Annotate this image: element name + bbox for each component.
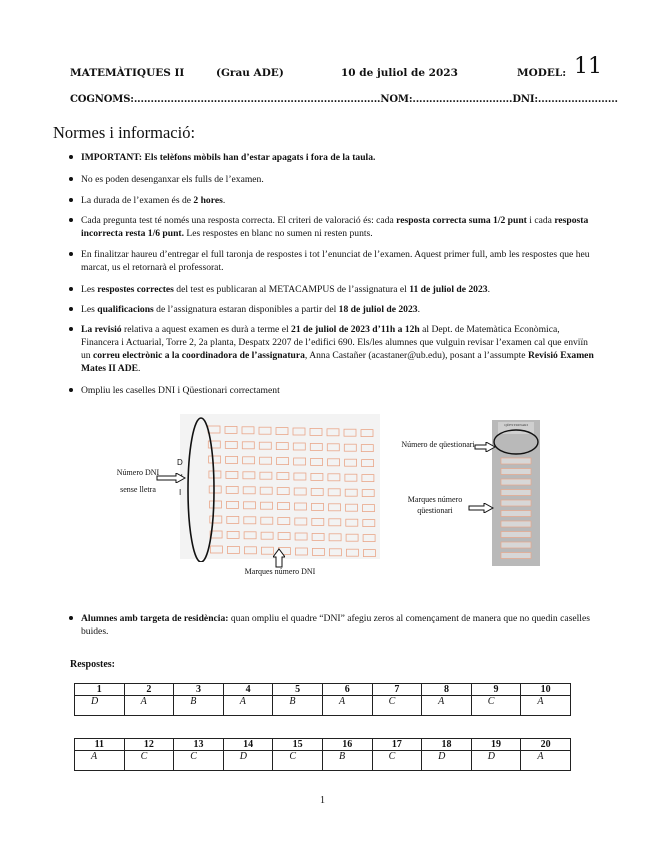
bullet-text: Les qualificacions de l’assignatura estaran disponibles a partir del 18 de juliol de 2023.	[81, 304, 420, 315]
bullet-dot	[69, 177, 73, 181]
dni-figure	[110, 412, 380, 582]
answer-cell: C	[174, 751, 224, 771]
bullet-text: Ompliu les caselles DNI i Qüestionari correctament	[81, 385, 280, 396]
question-number: 20	[521, 739, 571, 751]
sheet-cell	[501, 532, 531, 538]
answers-value-row	[75, 751, 571, 771]
answer-cell: A	[124, 696, 174, 716]
answer-cell: A	[322, 696, 372, 716]
model-number: 11	[574, 54, 602, 79]
section-title: Normes i informació:	[53, 123, 196, 142]
sheet-cell	[501, 479, 531, 485]
questionnaire-marks-label-1: Marques número	[407, 495, 463, 504]
sheet-cell	[501, 458, 531, 464]
question-number: 16	[322, 739, 372, 751]
dni-letter: I	[179, 488, 182, 497]
dni-grid-illustration	[180, 412, 380, 562]
question-number: 19	[471, 739, 521, 751]
bullet-dot	[69, 616, 73, 620]
question-number: 14	[223, 739, 273, 751]
bullet-text: Les respostes correctes del test es publicaran al METACAMPUS de l’assignatura el 11 de juliol de 2023.	[81, 284, 490, 295]
bullet-item	[70, 303, 598, 316]
exam-date: 10 de juliol de 2023	[341, 67, 458, 79]
questionnaire-header: QÜESTIONARI	[504, 423, 528, 427]
questionnaire-figure	[400, 420, 560, 570]
question-number: 2	[124, 684, 174, 696]
questionnaire-column-illustration	[492, 420, 542, 566]
answer-cell: A	[422, 696, 472, 716]
bullet-item	[70, 194, 598, 207]
answer-cell: D	[422, 751, 472, 771]
bullet-item	[70, 384, 598, 397]
model-label-text: MODEL:	[517, 67, 567, 79]
sheet-cell	[501, 553, 531, 559]
question-number: 17	[372, 739, 422, 751]
questionnaire-number-label: Número de qüestionari	[401, 440, 475, 449]
answer-cell: D	[75, 696, 125, 716]
answers-title: Respostes:	[70, 659, 115, 670]
answers-table-2	[74, 738, 571, 771]
answer-cell: A	[223, 696, 273, 716]
arrow-right-icon	[156, 473, 186, 483]
answer-cell: B	[174, 696, 224, 716]
bullet-item	[70, 151, 598, 164]
bullet-dot	[69, 327, 73, 331]
arrow-right-icon	[468, 503, 494, 513]
question-number: 1	[75, 684, 125, 696]
bullet-dot	[69, 155, 73, 159]
answer-cell: B	[273, 696, 323, 716]
dni-number-label: Número DNI	[116, 468, 160, 477]
sheet-cell	[501, 469, 531, 475]
bullet-dot	[69, 388, 73, 392]
answer-cell: C	[273, 751, 323, 771]
sheet-cell	[501, 511, 531, 517]
question-number: 6	[322, 684, 372, 696]
bullet-item	[70, 612, 598, 638]
question-number: 13	[174, 739, 224, 751]
bullet-text: La durada de l’examen és de 2 hores.	[81, 195, 226, 206]
bullet-text: Cada pregunta test té només una resposta correcta. El criteri de valoració és: cada resposta correcta suma 1/2 punt i cada resposta incorrecta resta 1/6 punt. Les respostes en blanc no sumen ni resten punts.	[81, 215, 589, 239]
answers-table-1	[74, 683, 571, 716]
bullet-dot	[69, 252, 73, 256]
bullet-dot	[69, 198, 73, 202]
question-number: 15	[273, 739, 323, 751]
bullet-item	[70, 214, 598, 240]
bullet-dot	[69, 307, 73, 311]
bullet-item	[70, 173, 598, 186]
question-number: 12	[124, 739, 174, 751]
sheet-cell	[501, 490, 531, 496]
question-number: 7	[372, 684, 422, 696]
answers-value-row	[75, 696, 571, 716]
answer-cell: A	[75, 751, 125, 771]
bullet-dot	[69, 218, 73, 222]
bullet-text: No es poden desenganxar els fulls de l’examen.	[81, 174, 264, 185]
subject: MATEMÀTIQUES II	[70, 67, 185, 79]
bullet-text: La revisió relativa a aquest examen es durà a terme el 21 de juliol de 2023 d’11h a 12h al Dept. de Matemàtica Econòmica, Financera i Actuarial, Torre 2, 2a planta, Despatx 2207 de l’edifici 690. Els/les alumnes que vulguin revisar l’examen cal que enviïn un correu electrònic a la coordinadora de l’assignatura, Anna Castañer (acastaner@ub.edu), posant a l’assumpte Revisió Examen Mates II ADE.	[81, 324, 594, 374]
questionnaire-marks-label-2: qüestionari	[417, 506, 453, 515]
question-number: 5	[273, 684, 323, 696]
bullet-item	[70, 323, 598, 375]
answers-number-row	[75, 684, 571, 696]
dni-marks-label: Marques número DNI	[244, 567, 316, 576]
bullet-text: Alumnes amb targeta de residència: quan ompliu el quadre “DNI” afegiu zeros al començament de manera que no quedin caselles buides.	[81, 613, 590, 637]
answers-number-row	[75, 739, 571, 751]
question-number: 18	[422, 739, 472, 751]
arrow-right-icon	[474, 442, 496, 452]
names-line: COGNOMS:..........................................................................NOM:..............................DNI:........................	[70, 94, 618, 105]
degree: (Grau ADE)	[216, 67, 284, 79]
bullet-text: En finalitzar haureu d’entregar el full taronja de respostes i tot l’enunciat de l’examen. Aquest primer full, amb les respostes que heu marcat, us el retornarà el professorat.	[81, 249, 590, 273]
question-number: 8	[422, 684, 472, 696]
answer-cell: B	[322, 751, 372, 771]
question-number: 9	[471, 684, 521, 696]
bullet-dot	[69, 287, 73, 291]
sheet-cell	[501, 521, 531, 527]
answer-cell: D	[223, 751, 273, 771]
answer-cell: C	[372, 751, 422, 771]
sheet-cell	[501, 542, 531, 548]
question-number: 11	[75, 739, 125, 751]
question-number: 4	[223, 684, 273, 696]
bullet-item	[70, 283, 598, 296]
sheet-cell	[501, 500, 531, 506]
dni-noletter-label: sense lletra	[120, 485, 156, 494]
bullet-item	[70, 248, 598, 274]
answer-cell: D	[471, 751, 521, 771]
page-number: 1	[320, 795, 325, 806]
dni-letter: D	[177, 458, 183, 467]
answer-cell: C	[471, 696, 521, 716]
answer-cell: C	[372, 696, 422, 716]
answer-cell: C	[124, 751, 174, 771]
bullet-text: IMPORTANT: Els telèfons mòbils han d’estar apagats i fora de la taula.	[81, 152, 376, 163]
answer-cell: A	[521, 751, 571, 771]
model-label	[517, 54, 602, 79]
question-number: 10	[521, 684, 571, 696]
question-number: 3	[174, 684, 224, 696]
arrow-up-icon	[273, 548, 285, 568]
answer-cell: A	[521, 696, 571, 716]
